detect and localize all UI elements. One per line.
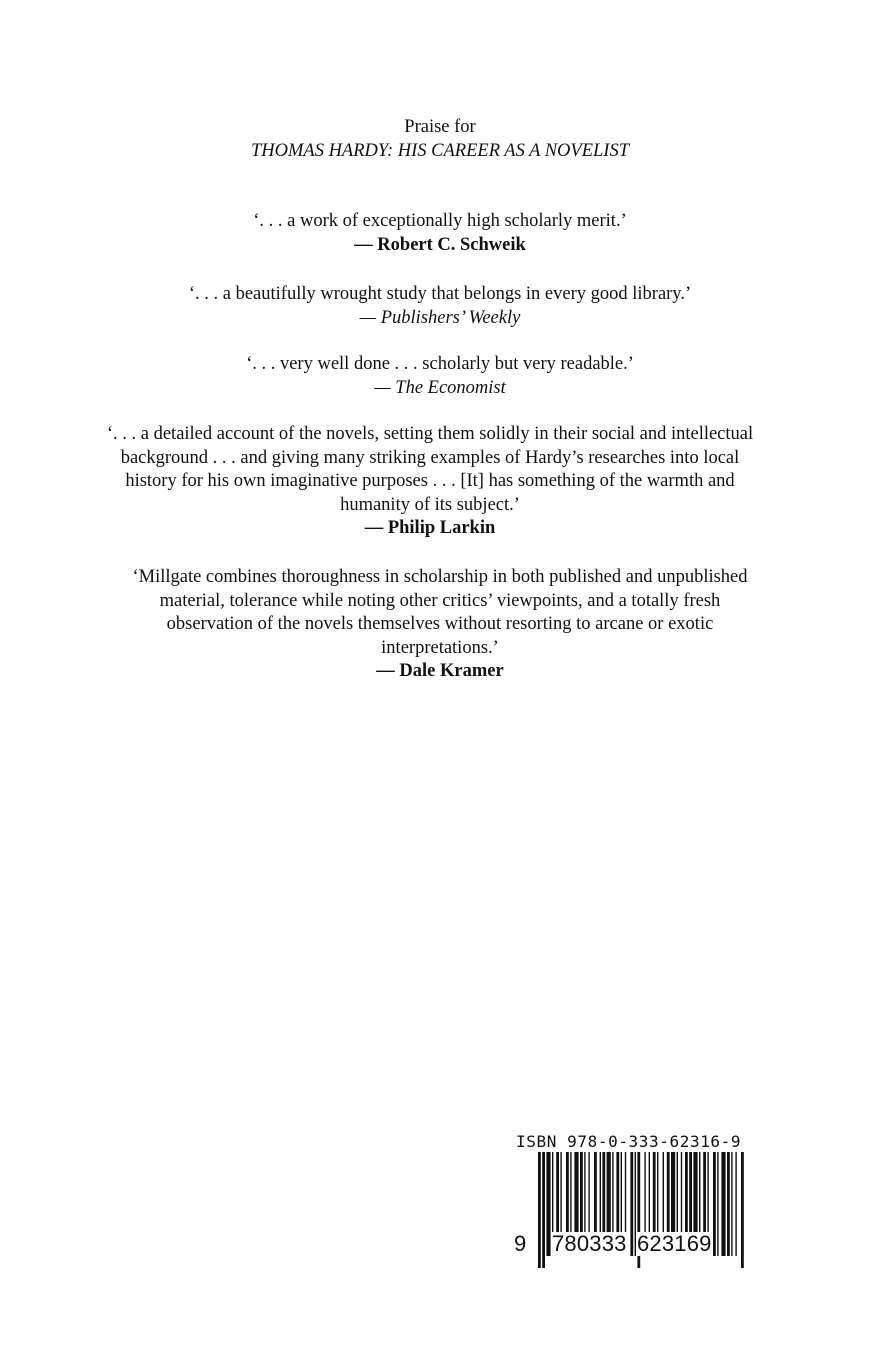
barcode-bar — [538, 1152, 541, 1268]
review-quote — [90, 283, 790, 330]
quote-attribution: — Dale Kramer — [376, 661, 504, 681]
barcode-bar — [713, 1152, 716, 1256]
quote-attribution: — The Economist — [374, 377, 506, 398]
quote-attribution: — Philip Larkin — [364, 518, 496, 538]
quote-text: ‘. . . a detailed account of the novels, setting them solidly in their social and intellectual background . . . and giving many striking examples of Hardy’s researches into local history for his own imaginative purposes . . . [It] has something of the warmth and humanity of its subject.’ — [106, 424, 754, 515]
quote-text: ‘. . . a work of exceptionally high scholarly merit.’ — [253, 211, 627, 231]
praise-for-label: Praise for — [404, 117, 476, 137]
barcode-bar — [546, 1152, 550, 1256]
barcode-bar — [741, 1152, 744, 1268]
quote-text: ‘. . . a beautifully wrought study that belongs in every good library.’ — [188, 284, 692, 304]
review-quote — [90, 353, 790, 400]
quote-text: ‘. . . very well done . . . scholarly but very readable.’ — [246, 354, 634, 374]
quote-attribution: — Publishers’ Weekly — [359, 307, 521, 328]
barcode-right-digits: 623169 — [637, 1231, 712, 1256]
barcode-bar — [630, 1152, 633, 1256]
isbn-label: ISBN 978-0-333-62316-9 — [516, 1132, 742, 1151]
barcode-left-digits: 780333 — [552, 1231, 627, 1256]
review-quote — [105, 423, 755, 541]
barcode-bar — [731, 1152, 732, 1256]
review-quote — [115, 566, 765, 684]
praise-heading — [0, 115, 880, 163]
isbn-barcode-block — [514, 1132, 759, 1268]
review-quote — [90, 210, 790, 257]
quote-attribution: — Robert C. Schweik — [354, 234, 526, 255]
barcode-bar — [717, 1152, 718, 1256]
barcode-bar — [721, 1152, 725, 1256]
book-title: THOMAS HARDY: HIS CAREER AS A NOVELIST — [250, 141, 630, 161]
barcode-bar — [542, 1152, 545, 1268]
barcode-first-digit: 9 — [514, 1231, 527, 1256]
barcode-bar — [735, 1152, 736, 1256]
barcode-bar — [727, 1152, 730, 1256]
quote-text: ‘Millgate combines thoroughness in scholarship in both published and unpublished material, tolerance while noting other critics’ viewpoints, and a totally fresh observation of the novels themselves without resorting to arcane or exotic interpretations.’ — [132, 567, 748, 658]
